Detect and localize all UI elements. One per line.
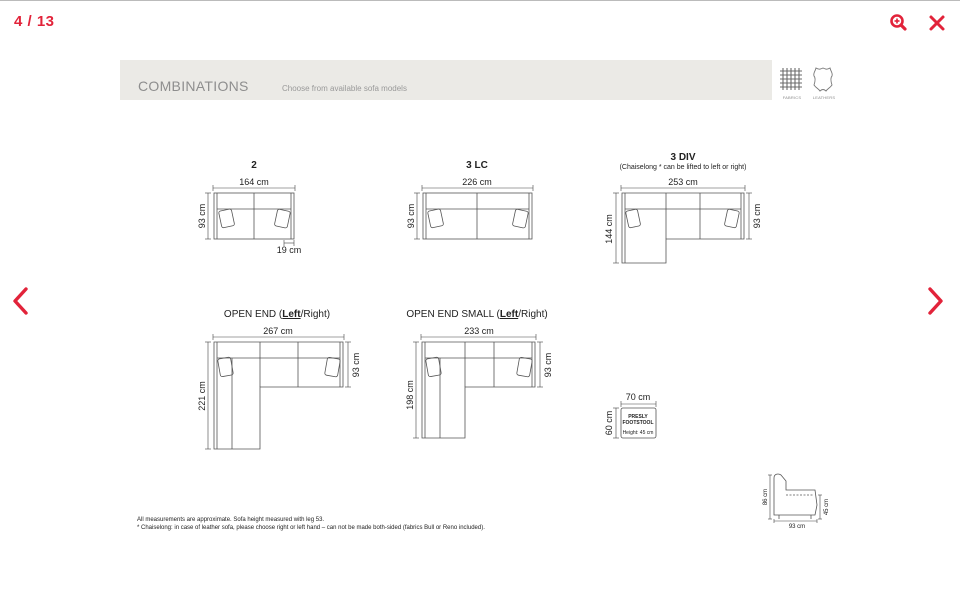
model-2-diagram <box>197 160 301 255</box>
footstool-diagram <box>604 392 656 438</box>
model-3div-diagram <box>604 152 762 263</box>
open-end-small-depth: 93 cm <box>543 352 553 378</box>
model-3lc-diagram <box>406 160 533 239</box>
open-end-diagram <box>197 309 361 449</box>
open-end-small-diagram <box>405 309 553 438</box>
footstool-name-line1: PRESLY <box>628 414 648 420</box>
open-end-title: OPEN END (Left/Right) <box>223 309 331 320</box>
open-end-length: 221 cm <box>197 381 207 411</box>
open-end-depth: 93 cm <box>351 352 361 378</box>
side-view-height: 86 cm <box>763 488 769 506</box>
side-view-depth: 93 cm <box>788 524 806 530</box>
footstool-name-line2: FOOTSTOOL <box>622 420 654 426</box>
model-3div-note: (Chaiselong * can be lifted to left or right) <box>619 164 747 171</box>
model-3lc-depth: 93 cm <box>406 203 416 229</box>
model-2-title: 2 <box>251 160 257 171</box>
page-title: COMBINATIONS <box>138 78 249 94</box>
open-end-small-title: OPEN END SMALL (Left/Right) <box>406 309 548 320</box>
footnote-chaiselong: * Chaiselong: in case of leather sofa, please choose right or left hand – can not be made both-sided (fabrics Bull or Reno included). <box>137 525 485 531</box>
footnote-measurements: All measurements are approximate. Sofa height measured with leg 53. <box>137 517 325 523</box>
open-end-width: 267 cm <box>263 326 293 336</box>
footstool-width: 70 cm <box>625 392 651 402</box>
model-2-depth: 93 cm <box>197 203 207 229</box>
model-2-width: 164 cm <box>239 177 269 187</box>
model-3div-chaise-depth: 144 cm <box>604 214 614 244</box>
page-subtitle: Choose from available sofa models <box>282 84 407 93</box>
footstool-height-note: Height: 45 cm <box>622 430 654 436</box>
open-end-small-length: 198 cm <box>405 380 415 410</box>
leathers-label: LEATHERS <box>812 95 836 100</box>
model-3div-depth: 93 cm <box>752 203 762 229</box>
fabrics-label: FABRICS <box>782 95 802 100</box>
open-end-small-width: 233 cm <box>464 326 494 336</box>
side-view-diagram <box>763 474 830 530</box>
model-3lc-width: 226 cm <box>462 177 492 187</box>
footnotes <box>137 516 485 532</box>
side-view-seat-height: 45 cm <box>824 498 830 516</box>
model-3div-width: 253 cm <box>668 177 698 187</box>
model-2-arm-width: 19 cm <box>276 245 302 255</box>
model-3lc-title: 3 LC <box>466 160 488 171</box>
page-counter: 4 / 13 <box>14 13 55 30</box>
footstool-depth: 60 cm <box>604 410 614 436</box>
model-3div-title: 3 DIV <box>670 152 696 163</box>
